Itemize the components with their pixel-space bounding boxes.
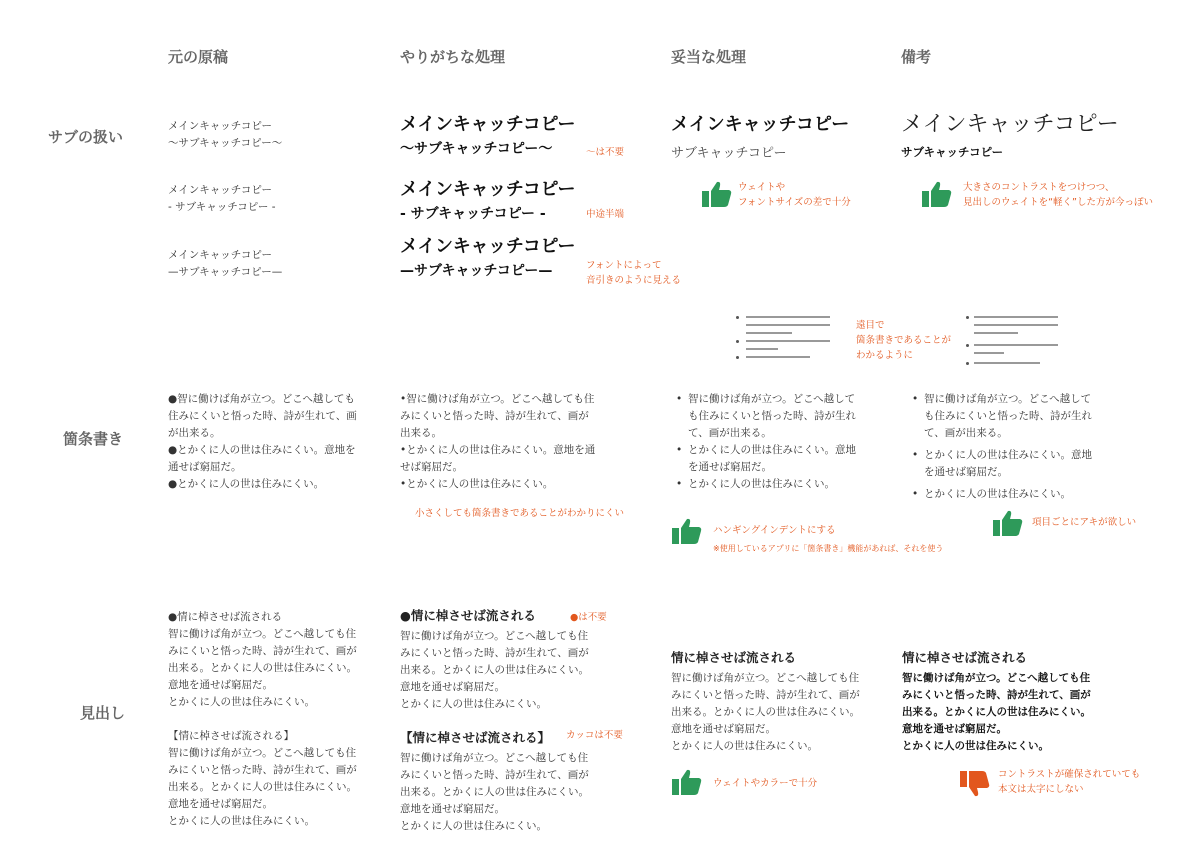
list-illustration-hanging [736,312,836,362]
orig-bullet-list: ●智に働けば角が立つ。どこへ越しても住みにくいと悟った時、詩が生れて、画が出来る。 ●とかくに人の世は住みにくい。意地を通せば窮屈だ。 ●とかくに人の世は住みにくい。 [168,393,357,490]
remark-heading-note: コントラストが確保されていても 本文は太字にしない [998,769,1141,795]
bad-heading-sample-2: 【情に棹させば流される】 智に働けば角が立つ。どこへ越しても住 みにくいと悟った時、詩が生れて、画が 出来る。とかくに人の世は住みにくい。 意地を通せば窮屈だ。 とかくに人の世は住みにくい。 [400,730,589,832]
middle-bullet-note: 遠目で 箇条書きであることが わかるように [856,320,952,361]
row-header-bullets: 箇条書き [63,430,124,448]
row-header-headings: 見出し [80,704,126,722]
column-header-proper: 妥当な処理 [671,48,747,66]
thumbs-up-icon [672,768,702,800]
column-header-original: 元の原稿 [168,48,229,66]
good-sub-note: ウェイトや フォントサイズの差で十分 [738,182,851,208]
bad-sub-sample-1: メインキャッチコピー 〜サブキャッチコピー〜 [400,114,576,157]
bad-bullet-note: 小さくしても箇条書きであることがわかりにくい [415,508,625,519]
bad-heading-sample-1: ●情に棹させば流される 智に働けば角が立つ。どこへ越しても住 みにくいと悟った時、詩が生れて、画が 出来る。とかくに人の世は住みにくい。 意地を通せば窮屈だ。 とかくに人の世は住みにくい。 [400,608,589,710]
bad-heading-note-1: ●は不要 [570,612,607,623]
orig-sub-sample-2: メインキャッチコピー - サブキャッチコピー - [168,184,276,213]
orig-heading-sample-2: 【情に棹させば流される】 智に働けば角が立つ。どこへ越しても住 みにくいと悟った時、詩が生れて、画が 出来る。とかくに人の世は住みにくい。 意地を通せば窮屈だ。 とかくに人の世は住みにくい。 [168,730,357,827]
thumbs-up-icon [672,517,702,549]
good-heading-note: ウェイトやカラーで十分 [713,778,818,789]
good-sub-sample: メインキャッチコピー サブキャッチコピー [671,114,850,161]
good-bullet-subnote: ※使用しているアプリに「箇条書き」機能があれば、それを使う [713,544,944,553]
row-header-sub: サブの扱い [48,128,124,146]
orig-sub-sample-1: メインキャッチコピー 〜サブキャッチコピー〜 [168,120,283,149]
bad-sub-note-1: 〜は不要 [586,147,625,158]
bad-bullet-list: •智に働けば角が立つ。どこへ越しても住みにくいと悟った時、詩が生れて、画が出来る。 •とかくに人の世は住みにくい。意地を通せば窮屈だ。 •とかくに人の世は住みにくい。 [400,393,596,490]
orig-sub-sample-3: メインキャッチコピー —サブキャッチコピー— [168,249,283,278]
orig-heading-sample-1: ●情に棹させば流される 智に働けば角が立つ。どこへ越しても住 みにくいと悟った時、詩が生れて、画が 出来る。とかくに人の世は住みにくい。 意地を通せば窮屈だ。 とかくに人の世は住みにくい。 [168,611,357,708]
remark-sub-sample: メインキャッチコピー サブキャッチコピー [901,112,1119,159]
column-header-remarks: 備考 [901,48,932,66]
remark-bullet-note: 項目ごとにアキが欲しい [1032,517,1137,528]
bad-sub-note-2: 中途半端 [586,209,625,220]
bad-sub-note-3: フォントによって 音引きのように見える [586,260,682,286]
list-illustration-spaced [966,312,1066,368]
bad-sub-sample-2: メインキャッチコピー - サブキャッチコピー - [400,179,576,222]
good-bullet-note: ハンギングインデントにする [713,525,836,536]
good-heading-sample: 情に棹させば流される 智に働けば角が立つ。どこへ越しても住 みにくいと悟った時、詩が生れて、画が 出来る。とかくに人の世は住みにくい。 意地を通せば窮屈だ。 とかくに人の世は住みにくい。 [671,650,860,752]
remark-bullet-list: • 智に働けば角が立つ。どこへ越しても住みにくいと悟った時、詩が生れて、画が出来る。 • とかくに人の世は住みにくい。意地を通せば窮屈だ。 • とかくに人の世は住みにくい。 [912,393,1092,500]
remark-sub-note: 大きさのコントラストをつけつつ、 見出しのウェイトを“軽く”した方が今っぽい [963,182,1153,208]
remark-heading-sample: 情に棹させば流される 智に働けば角が立つ。どこへ越しても住 みにくいと悟った時、詩が生れて、画が 出来る。とかくに人の世は住みにくい。 意地を通せば窮屈だ。 とかくに人の世は住みにくい。 [902,650,1091,752]
thumbs-up-icon [702,180,732,212]
column-header-common: やりがちな処理 [400,48,506,66]
thumbs-down-icon [960,770,990,802]
bad-sub-sample-3: メインキャッチコピー —サブキャッチコピー— [400,236,576,279]
bad-heading-note-2: カッコは不要 [566,730,623,741]
good-bullet-list: • 智に働けば角が立つ。どこへ越しても住みにくいと悟った時、詩が生れて、画が出来る。 • とかくに人の世は住みにくい。意地を通せば窮屈だ。 • とかくに人の世は住みにくい。 [676,393,856,490]
thumbs-up-icon [993,509,1023,541]
thumbs-up-icon [922,180,952,212]
